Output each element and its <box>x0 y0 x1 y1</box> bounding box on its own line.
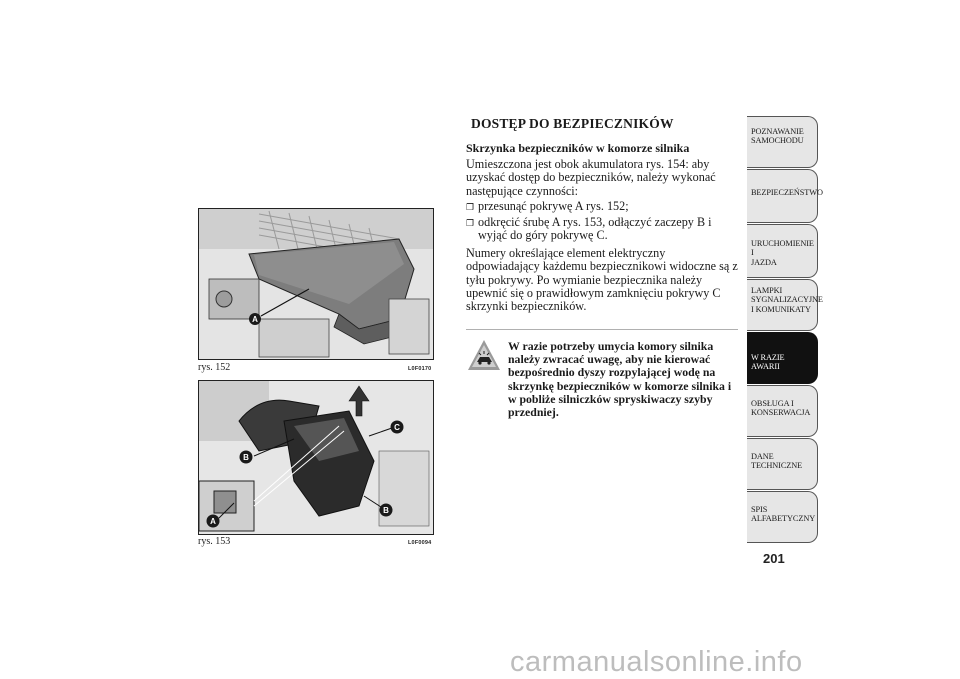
page-number: 201 <box>763 551 785 566</box>
tab-poznawanie-samochodu[interactable] <box>747 116 818 168</box>
divider <box>466 329 738 330</box>
warning-text: W razie potrzeby umycia komory silnika należy zwracać uwagę, aby nie kierować bezpośrednio dyszy rozpylającej wodę na skrzynkę bezpieczników w komorze silnika i w pobliże silniczków spryskiwaczy szyby przedniej. <box>508 339 732 420</box>
list-item-text: przesunąć pokrywę A rys. 152; <box>478 199 629 213</box>
checkbox-bullet-icon: ❐ <box>466 219 475 229</box>
tab-label: JAZDA <box>751 257 777 267</box>
tab-bezpieczenstwo[interactable] <box>747 169 823 223</box>
figure-153 <box>198 380 434 535</box>
label-b-lower: B <box>383 506 389 515</box>
figure-code: L0F0170 <box>408 366 432 372</box>
tab-label: OBSŁUGA I <box>751 399 794 408</box>
section-title: DOSTĘP DO BEZPIECZNIKÓW <box>471 116 674 131</box>
tab-label: TECHNICZNE <box>751 461 803 471</box>
tab-spis-alfabetyczny[interactable] <box>747 491 818 543</box>
tab-obsluga-i-konserwacja[interactable] <box>747 385 818 437</box>
tab-label: SYGNALIZACYJNE <box>751 295 823 305</box>
list-item <box>466 215 738 243</box>
tab-label: BEZPIECZEŃSTWO <box>751 188 823 197</box>
watermark: carmanualsonline.info <box>510 646 803 678</box>
checkbox-bullet-icon: ❐ <box>466 203 475 213</box>
figure-code: L0F0094 <box>408 540 432 546</box>
paragraph: Numery określające element elektryczny odpowiadający każdemu bezpiecznikowi widoczne są z tyłu pokrywy. Po wymianie bezpiecznika należy upewnić się o prawidłowym zamknięciu pokrywy C skrzynki bezpieczników. <box>466 246 738 314</box>
figure-caption: rys. 152 <box>198 362 231 373</box>
label-c: C <box>394 423 400 432</box>
tab-label: POZNAWANIE <box>751 127 804 136</box>
tab-label: I KOMUNIKATY <box>751 304 811 314</box>
engine-bay-illustration-2 <box>199 381 433 534</box>
section-subtitle: Skrzynka bezpieczników w komorze silnika <box>466 141 690 155</box>
tab-w-razie-awarii[interactable] <box>747 332 818 384</box>
figure-152 <box>198 208 434 360</box>
paragraph: Umieszczona jest obok akumulatora rys. 154: aby uzyskać dostęp do bezpieczników, należy wykonać następujące czynności: <box>466 157 716 198</box>
tab-label: LAMPKI <box>751 286 783 295</box>
tab-label: KONSERWACJA <box>751 408 811 418</box>
tab-label: W RAZIE AWARII <box>751 353 785 372</box>
figure-caption: rys. 153 <box>198 536 231 547</box>
tab-label: URUCHOMIENIE I <box>751 239 814 258</box>
tab-label: SAMOCHODU <box>751 136 804 146</box>
label-a: A <box>252 315 258 324</box>
tab-label: SPIS <box>751 505 768 514</box>
tab-uruchomienie-i-jazda[interactable] <box>747 224 818 278</box>
engine-bay-illustration-1 <box>199 209 433 359</box>
label-a-2: A <box>210 517 216 526</box>
tab-lampki-sygnalizacyjne[interactable] <box>747 279 823 331</box>
label-b-upper: B <box>243 453 249 462</box>
tab-label: ALFABETYCZNY <box>751 514 816 524</box>
tab-dane-techniczne[interactable] <box>747 438 818 490</box>
tab-label: DANE <box>751 452 774 461</box>
list-item-text: odkręcić śrubę A rys. 153, odłączyć zaczepy B i wyjąć do góry pokrywę C. <box>478 215 712 243</box>
list-item <box>466 200 738 215</box>
